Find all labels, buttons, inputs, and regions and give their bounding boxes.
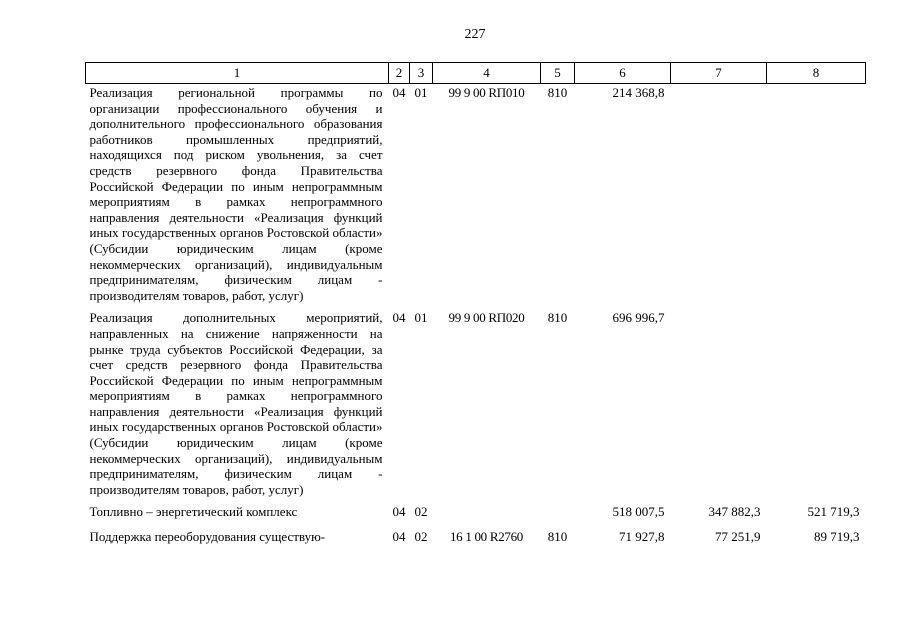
row-amount-col6: 518 007,5 xyxy=(612,504,665,520)
row-section: 04 xyxy=(392,529,406,545)
row-amount-col8: 89 719,3 xyxy=(814,529,860,545)
row-amount-col6: 696 996,7 xyxy=(612,310,665,326)
row-amount-col8 xyxy=(767,84,866,310)
row-amount-col6: 214 368,8 xyxy=(612,85,665,100)
header-col-6: 6 xyxy=(575,63,671,84)
header-col-5: 5 xyxy=(541,63,575,84)
row-subsection: 02 xyxy=(414,529,428,545)
row-amount-col7: 347 882,3 xyxy=(708,504,761,520)
row-section: 04 xyxy=(392,504,406,520)
row-amount-col8 xyxy=(767,309,866,503)
header-col-2: 2 xyxy=(389,63,410,84)
row-amount-col7 xyxy=(671,309,767,503)
row-amount-col7 xyxy=(671,84,767,310)
header-col-1: 1 xyxy=(86,63,389,84)
table-row xyxy=(86,528,866,553)
page-number: 227 xyxy=(464,27,486,42)
row-expense-type xyxy=(541,503,575,528)
row-expense-type: 810 xyxy=(547,85,568,100)
row-description: Топливно – энергетический комплекс xyxy=(89,504,298,520)
header-col-4: 4 xyxy=(433,63,541,84)
row-amount-col7: 77 251,9 xyxy=(715,529,761,545)
row-expense-type: 810 xyxy=(547,529,568,545)
header-col-7: 7 xyxy=(671,63,767,84)
row-target-code xyxy=(433,503,541,528)
row-target-code: 99 9 00 RП010 xyxy=(448,85,525,100)
row-description: Реализация дополнительных мероприятий, направленных на снижение напряженности на рынке труда субъектов Российской Федерации, за счет средств резервного фонда Правительства Российской Федерации по иным непрограммным мероприятиям в рамках непрограммного направления деятельности «Реализация функций иных государственных органов Ростовской области» (Субсидии юридическим лицам (кроме некоммерческих организаций), индивидуальным предпринимателям, физическим лицам - производителям товаров, работ, услуг) xyxy=(89,310,383,497)
row-section: 04 xyxy=(392,310,406,326)
row-expense-type: 810 xyxy=(547,310,568,326)
header-row xyxy=(86,63,866,84)
table-row xyxy=(86,309,866,503)
row-target-code: 16 1 00 R2760 xyxy=(449,529,524,545)
row-subsection: 01 xyxy=(414,310,428,326)
row-section: 04 xyxy=(392,85,406,100)
table-row xyxy=(86,503,866,528)
header-col-3: 3 xyxy=(410,63,433,84)
row-target-code: 99 9 00 RП020 xyxy=(448,310,525,326)
row-subsection: 01 xyxy=(414,85,428,100)
row-amount-col8: 521 719,3 xyxy=(807,504,860,520)
header-col-8: 8 xyxy=(767,63,866,84)
table-row xyxy=(86,84,866,310)
row-description: Реализация региональной программы по организации профессионального обучения и дополнительного профессионального образования работников промышленных предприятий, находящихся под риском увольнения, за счет средств резервного фонда Правительства Российской Федерации по иным непрограммным мероприятиям в рамках непрограммного направления деятельности «Реализация функций иных государственных органов Ростовской области» (Субсидии юридическим лицам (кроме некоммерческих организаций), индивидуальным предпринимателям, физическим лицам - производителям товаров, работ, услуг) xyxy=(89,85,383,303)
row-description: Поддержка переоборудования существую- xyxy=(89,529,326,545)
row-amount-col6: 71 927,8 xyxy=(619,529,665,545)
row-subsection: 02 xyxy=(414,504,428,520)
budget-table xyxy=(85,62,866,553)
